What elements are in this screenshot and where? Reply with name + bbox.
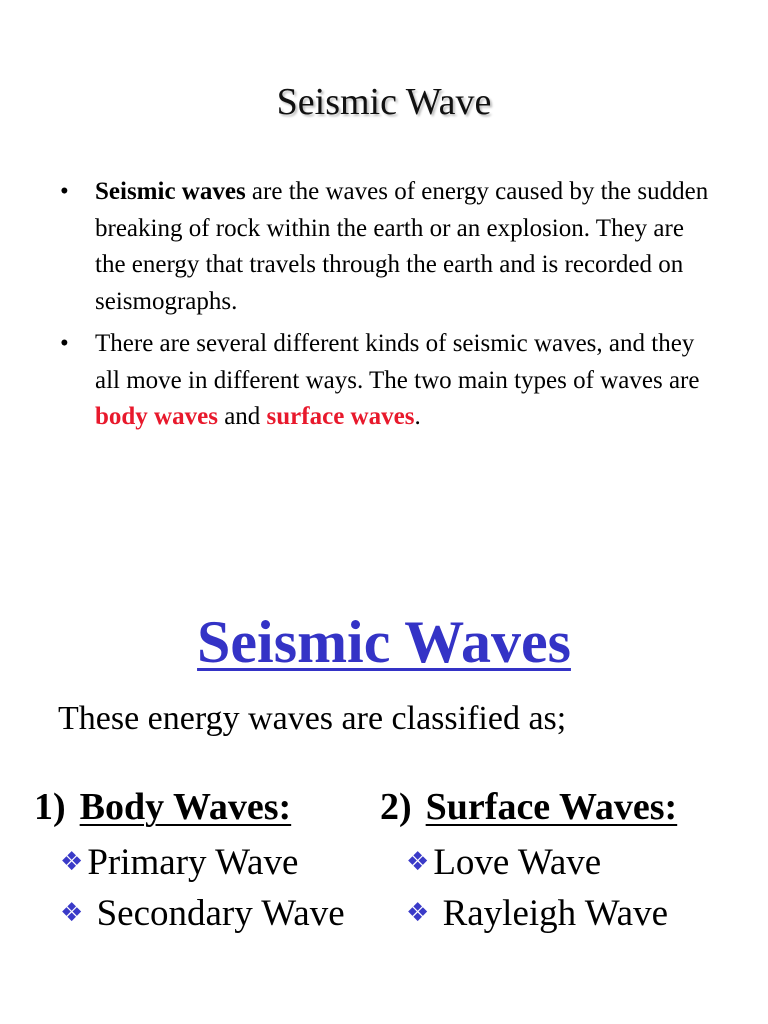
bullet-text-end: . [414, 403, 421, 430]
list-item-label: Primary Wave [87, 842, 299, 883]
list-item [60, 888, 345, 939]
slide-seismic-waves [0, 540, 768, 1024]
bullet-text-mid: and [217, 403, 267, 430]
diamond-bullet-icon: ❖ [406, 898, 430, 928]
slide-subtitle: These energy waves are classified as; [58, 700, 567, 737]
slide-title: Seismic Wave [276, 81, 492, 123]
bullet-text: are the waves of energy caused by the sudden breaking of rock within the earth or an explosion. They are the energy that travels through the earth and is recorded on seismographs. [95, 178, 709, 315]
column-title: Surface Waves: [425, 786, 678, 828]
column-title: Body Waves: [79, 786, 292, 828]
column-heading [380, 785, 677, 829]
diamond-bullet-icon: ❖ [60, 847, 84, 877]
bullet-item [60, 326, 720, 436]
bullet-text: There are several different kinds of seismic waves, and they all move in different ways. The two main types of waves are [95, 330, 700, 394]
bullet-list [60, 174, 720, 442]
list-item-label: Secondary Wave [96, 893, 345, 934]
diamond-bullet-icon: ❖ [60, 898, 84, 928]
list-item-label: Love Wave [433, 842, 602, 883]
bullet-item [60, 174, 720, 320]
column-heading [34, 785, 345, 829]
highlight-surface-waves: surface waves [266, 403, 415, 430]
bullet-icon: • [60, 330, 69, 357]
list-item-label: Rayleigh Wave [442, 893, 669, 934]
body-waves-column [34, 785, 345, 939]
list-item [406, 888, 677, 939]
surface-waves-column [380, 785, 677, 939]
column-number: 1) [34, 786, 66, 828]
slide-title: Seismic Waves [197, 609, 571, 675]
list-item [406, 837, 677, 888]
bullet-bold-term: Seismic waves [95, 178, 246, 205]
highlight-body-waves: body waves [95, 403, 218, 430]
bullet-icon: • [60, 178, 69, 205]
wave-list [406, 837, 677, 939]
column-number: 2) [380, 786, 412, 828]
wave-list [60, 837, 345, 939]
diamond-bullet-icon: ❖ [406, 847, 430, 877]
list-item [60, 837, 345, 888]
